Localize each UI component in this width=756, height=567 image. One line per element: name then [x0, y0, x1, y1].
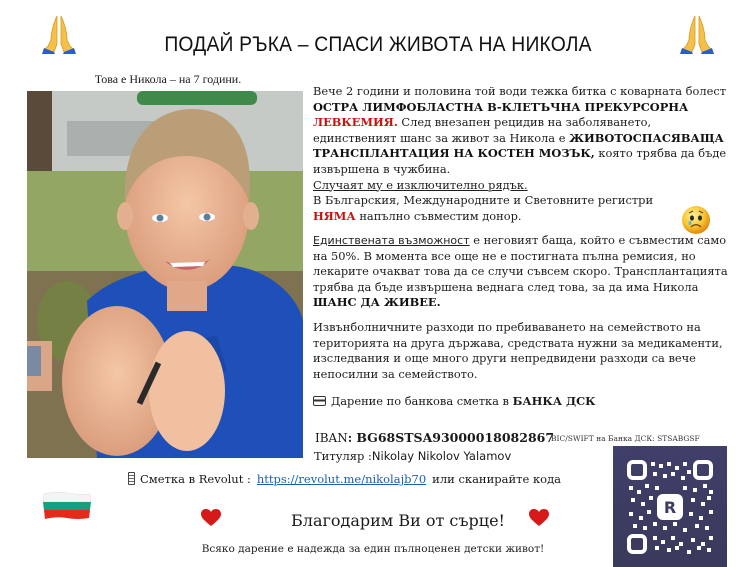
story-paragraph-2 — [313, 233, 733, 311]
revolut-qr-code[interactable] — [613, 446, 727, 567]
revolut-label: Сметка в Revolut : — [140, 472, 251, 486]
footer-tagline: Всяко дарение е надежда за един пълноценен детски живот! — [201, 543, 545, 555]
story-text: Вече 2 години и половина той води тежка битка с коварната болест — [313, 84, 727, 98]
qr-center-logo: R — [663, 498, 677, 517]
story-paragraph-1 — [313, 84, 733, 224]
praying-hands-icon — [680, 14, 714, 54]
iban-label: IBAN — [315, 431, 348, 445]
bank-donation-line — [313, 394, 596, 408]
scan-code-text: или сканирайте кода — [432, 472, 562, 486]
story-paragraph-3: Извънболничните разходи по пребиваването на семейството на територията на друга държава, средствата нужни за медикаменти, изследвания и още много други непредвидени разходи са вече непосилни за семейството. — [313, 320, 723, 381]
iban-separator: : — [347, 431, 357, 445]
iban-line — [315, 430, 554, 445]
thank-you-heading: Благодарим Ви от сърце! — [291, 511, 505, 530]
diagnosis-leukemia: ЛЕВКЕМИЯ. — [313, 115, 398, 130]
story-text: В Българския, Международните и Световните регистри — [313, 193, 654, 208]
account-holder — [314, 449, 511, 463]
revolut-line — [128, 472, 561, 486]
iban-number[interactable]: BG68STSA93000018082867 — [356, 430, 555, 445]
heart-icon — [529, 509, 549, 527]
holder-name: Nikolay Nikolov Yalamov — [371, 449, 512, 463]
photo-caption: Това е Никола – на 7 години. — [94, 72, 242, 86]
bank-label: Дарение по банкова сметка в — [331, 394, 513, 408]
revolut-link[interactable]: https://revolut.me/nikolajb70 — [256, 472, 427, 486]
sad-face-icon — [681, 205, 711, 235]
story-text: напълно съвместим донор. — [355, 208, 522, 223]
no-donor-emphasis: НЯМА — [313, 208, 356, 223]
only-option-label: Единствената възможност — [313, 234, 470, 247]
chance-to-live: ШАНС ДА ЖИВЕЕ. — [313, 295, 441, 310]
bic-swift: BIC/SWIFT на Банка ДСК: STSABGSF — [551, 434, 700, 443]
credit-card-icon — [313, 396, 326, 406]
bank-name: БАНКА ДСК — [512, 394, 596, 408]
transplant-emphasis: ЖИВОТОСПАСЯВАЩА ТРАНСПЛАНТАЦИЯ НА КОСТЕН МОЗЪК, — [313, 130, 724, 161]
story-text: е неговият баща, който е съвместим само на 50%. В момента все още не е постигната пълна ремисия, но лекарите очакват това да се случи съвсем скоро. Трансплантацията трябва да бъде извършена веднага след това, за да има Никола — [313, 233, 728, 294]
phone-icon — [128, 472, 135, 485]
story-text: След внезапен рецидив на заболяването, единственият шанс за живот за Никола е — [313, 115, 652, 145]
rare-case-note: Случаят му е изключително рядък. — [313, 177, 528, 192]
page-title: ПОДАЙ РЪКА – СПАСИ ЖИВОТА НА НИКОЛА — [164, 33, 592, 56]
child-photo — [27, 91, 303, 458]
holder-label: Титуляр : — [314, 449, 372, 463]
story-text: която трябва да бъде извършена в чужбина. — [313, 146, 727, 176]
diagnosis: ОСТРА ЛИМФОБЛАСТНА B-КЛЕТЪЧНА ПРЕКУРСОРНА — [313, 99, 689, 114]
